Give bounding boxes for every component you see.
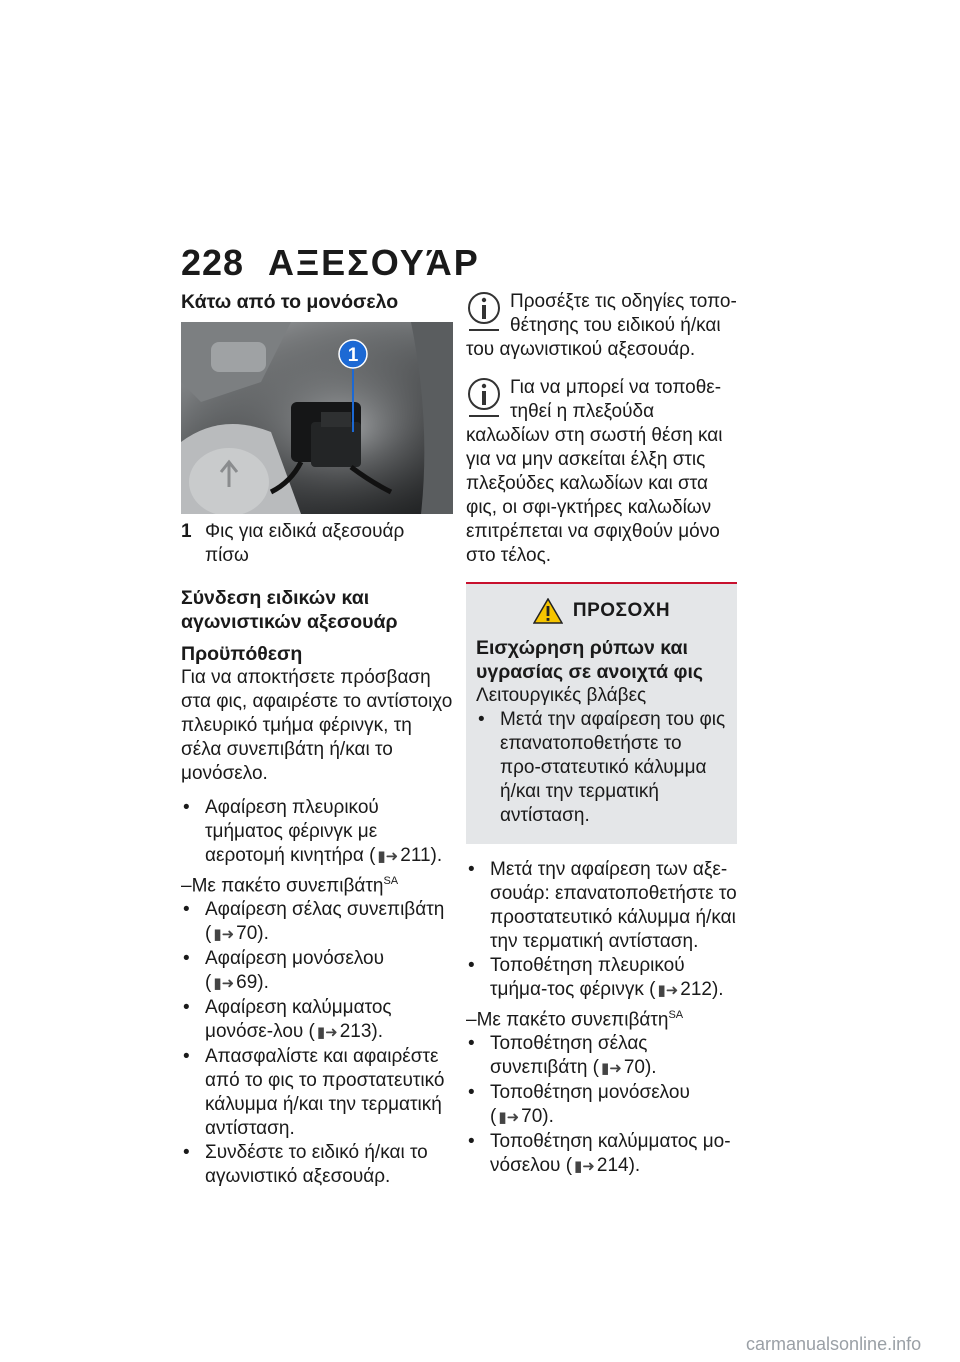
warning-action: • Μετά την αφαίρεση του φις επανατοποθετήστε το προ-στατευτικό κάλυμμα ή/και την τερματική αντίσταση. — [476, 708, 727, 828]
list-item: • Μετά την αφαίρεση των αξε-σουάρ: επανατοποθετήστε το προστατευτικό κάλυμμα ή/και την τερματική αντίσταση. — [466, 858, 737, 954]
list-item: • Τοποθέτηση πλευρικού τμήμα-τος φέρινγκ ( ▮➜ 212). — [466, 954, 737, 1003]
arrow-right-icon: ▮➜ — [498, 1109, 520, 1127]
info-icon — [466, 290, 502, 334]
watermark: carmanualsonline.info — [746, 1334, 922, 1354]
prereq-text: Για να αποκτήσετε πρόσβαση στα φις, αφαιρέστε το αντίστοιχο πλευρικό τμήμα φέρινγκ, τη σέλα συνεπιβάτη ή/και το μονόσελο. — [181, 667, 453, 784]
list-item: • Τοποθέτηση σέλας συνεπιβάτη ( ▮➜ 70). — [466, 1032, 737, 1081]
list-item: • Τοποθέτηση μονόσελου ( ▮➜ 70). — [466, 1081, 737, 1130]
right-steps — [466, 858, 737, 1179]
warning-box — [466, 584, 737, 844]
list-item: • Αφαίρεση πλευρικού τμήματος φέρινγκ με αεροτομή κινητήρα ( ▮➜ 211). — [181, 796, 453, 869]
list-item: –Με πακέτο συνεπιβάτη$^{SA}$ — [181, 875, 399, 897]
caption-text: Φις για ειδικά αξεσουάρ πίσω — [205, 521, 405, 566]
list-item: • Αφαίρεση σέλας συνεπιβάτη ( ▮➜ 70). — [181, 898, 453, 947]
arrow-right-icon: ▮➜ — [574, 1158, 595, 1176]
chapter-title: ΑΞΕΣΟΥΆΡ — [268, 242, 480, 283]
warning-consequence: Λειτουργικές βλάβες — [476, 685, 647, 706]
left-steps — [181, 796, 453, 1189]
arrow-right-icon: ▮➜ — [601, 1060, 622, 1078]
caption-number: 1 — [181, 521, 192, 542]
prereq-heading: Προϋπόθεση — [181, 643, 303, 665]
list-item: • Συνδέστε το ειδικό ή/και το αγωνιστικό αξεσουάρ. — [181, 1141, 453, 1189]
list-item: –Με πακέτο συνεπιβάτη$^{SA}$ — [466, 1009, 684, 1031]
warning-triangle-icon — [533, 598, 563, 624]
info-icon — [466, 376, 502, 420]
arrow-right-icon: ▮➜ — [657, 982, 679, 999]
connect-heading: Σύνδεση ειδικών και αγωνιστικών αξεσουάρ — [181, 587, 398, 633]
connector-photo — [181, 322, 453, 514]
arrow-right-icon: ▮➜ — [316, 1024, 338, 1042]
arrow-right-icon: ▮➜ — [377, 848, 399, 865]
left-column — [181, 290, 453, 1189]
arrow-right-icon: ▮➜ — [213, 926, 235, 944]
list-item: • Αφαίρεση μονόσελου ( ▮➜ 69). — [181, 947, 453, 996]
figure-caption — [181, 520, 453, 568]
note-cable-ties: Για να μπορεί να τοποθε-τηθεί η πλεξούδα καλωδίων στη σωστή θέση και για να μην ασκείται έλξη στις πλεξούδες καλωδίων και στα φις, οι σφι-γκτήρες καλωδίων επιτρέπεται να σφιχθούν μόνο στο τέλος. — [466, 377, 723, 566]
figure-callout: 1 — [347, 345, 359, 366]
list-item: • Τοποθέτηση καλύμματος μο-νόσελου ( ▮➜ 214). — [466, 1130, 737, 1179]
arrow-right-icon: ▮➜ — [213, 975, 235, 993]
warning-header — [476, 598, 727, 624]
list-item: • Αφαίρεση καλύμματος μονόσε-λου ( ▮➜ 213). — [181, 996, 453, 1045]
section-title: Κάτω από το μονόσελο — [181, 291, 399, 313]
list-item: • Απασφαλίστε και αφαιρέστε από το φις το προστατευτικό κάλυμμα ή/και την τερματική αντίσταση. — [181, 1045, 453, 1141]
page-number: 228 — [181, 242, 245, 283]
warning-title: Εισχώρηση ρύπων και υγρασίας σε ανοιχτά φις — [476, 637, 704, 683]
right-column — [466, 290, 737, 1179]
note-installation: Προσέξτε τις οδηγίες τοπο-θέτησης του ειδικού ή/και του αγωνιστικού αξεσουάρ. — [466, 291, 737, 360]
warning-label: ΠΡΟΣΟΧΗ — [572, 600, 671, 621]
